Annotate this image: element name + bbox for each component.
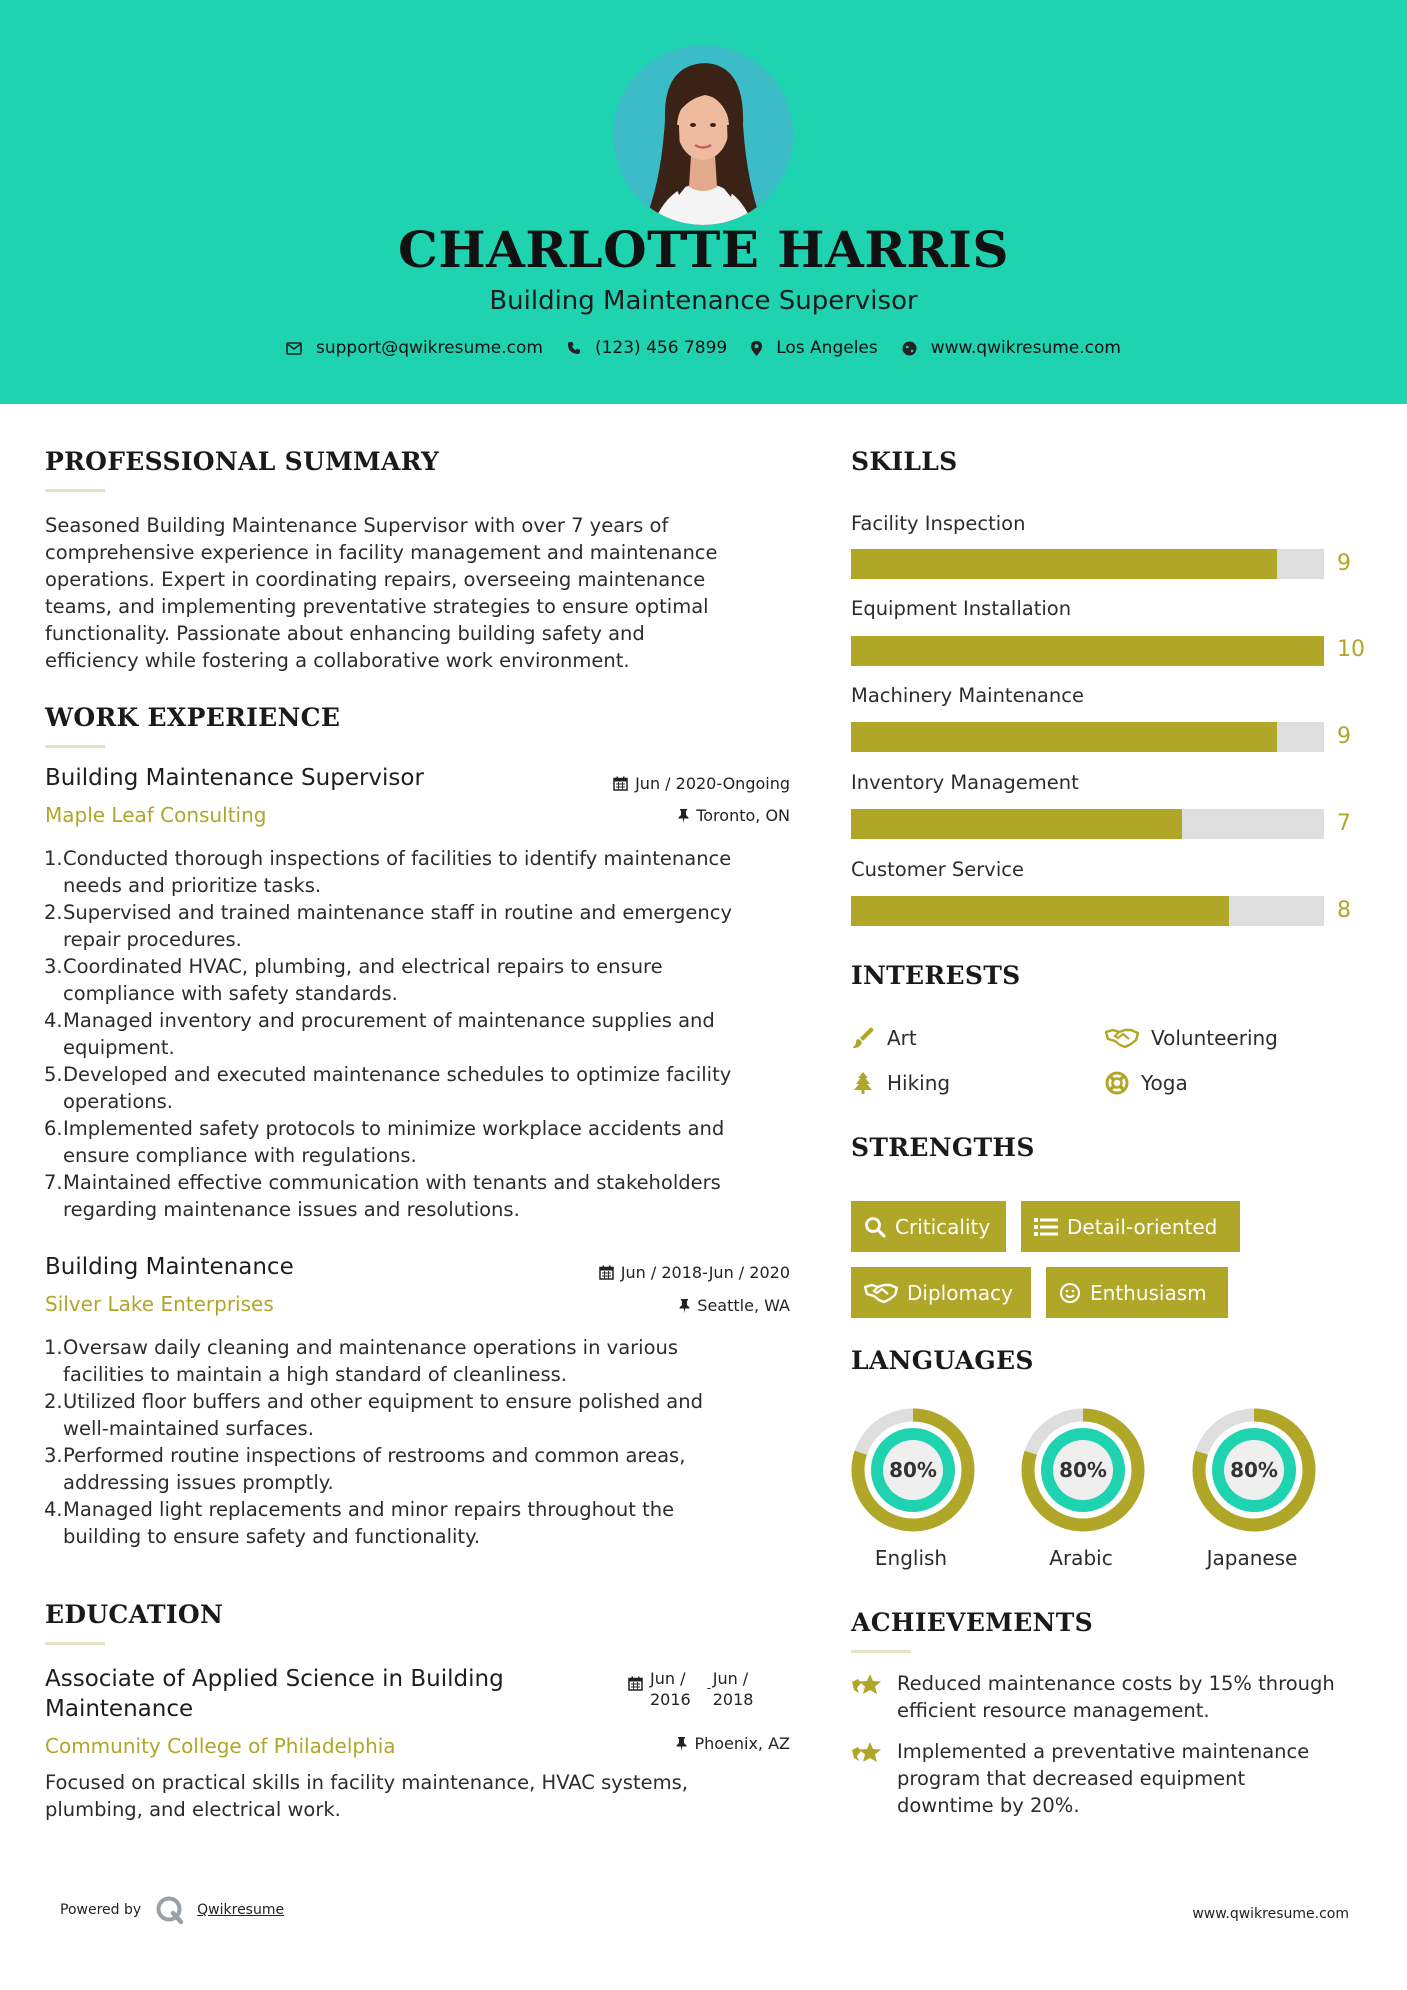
calendar-icon <box>599 1265 614 1280</box>
list-number: 1. <box>44 1336 63 1359</box>
qwikresume-logo-icon <box>155 1895 185 1925</box>
skill-bar-fill <box>851 549 1277 579</box>
achievement-line: Implemented a preventative maintenance <box>897 1740 1310 1763</box>
company-name: Silver Lake Enterprises <box>45 1292 274 1316</box>
education-location-text: Phoenix, AZ <box>694 1734 790 1753</box>
summary-line: comprehensive experience in facility management and maintenance <box>45 541 718 564</box>
skill-value: 7 <box>1337 811 1351 836</box>
header-banner <box>0 0 1407 404</box>
list-number: 1. <box>44 847 63 870</box>
list-line: ensure compliance with regulations. <box>63 1144 417 1167</box>
interest-item <box>1105 1026 1278 1050</box>
job-dates <box>540 1263 790 1282</box>
list-line: needs and prioritize tasks. <box>63 874 322 897</box>
list-item <box>44 1061 804 1115</box>
strength-chip <box>851 1267 1031 1318</box>
education-desc-line: Focused on practical skills in facility maintenance, HVAC systems, <box>45 1771 688 1794</box>
list-item <box>44 1388 804 1442</box>
skill-bar-track <box>851 636 1324 666</box>
language-ring-chart <box>851 1408 975 1532</box>
list-line: facilities to maintain a high standard of cleanliness. <box>63 1363 567 1386</box>
skill-bar-fill <box>851 896 1229 926</box>
experience-heading: WORK EXPERIENCE <box>45 703 341 732</box>
achievement-line: efficient resource management. <box>897 1699 1210 1722</box>
list-item <box>44 1442 804 1496</box>
language-name: Japanese <box>1206 1546 1298 1570</box>
list-line: repair procedures. <box>63 928 242 951</box>
language-ring-chart <box>1021 1408 1145 1532</box>
globe-icon <box>902 341 917 356</box>
list-line: Managed light replacements and minor repairs throughout the <box>63 1498 675 1521</box>
experience-underline <box>45 745 105 748</box>
skill-label: Machinery Maintenance <box>851 684 1084 707</box>
website-text: www.qwikresume.com <box>930 338 1121 358</box>
list-item <box>44 1007 804 1061</box>
summary-line: functionality. Passionate about enhancing building safety and <box>45 622 645 645</box>
list-icon <box>1034 1217 1058 1237</box>
list-number: 4. <box>44 1009 63 1032</box>
list-line: equipment. <box>63 1036 175 1059</box>
job-duties-list <box>44 845 804 1223</box>
strength-chip <box>1046 1267 1228 1318</box>
list-number: 3. <box>44 1444 63 1467</box>
candidate-name: CHARLOTTE HARRIS <box>398 220 1009 279</box>
interest-label: Art <box>887 1026 917 1050</box>
list-item <box>44 1334 804 1388</box>
job-location-text: Toronto, ON <box>696 806 790 825</box>
skill-bar-fill <box>851 722 1277 752</box>
strengths-heading: STRENGTHS <box>851 1133 1035 1162</box>
list-number: 3. <box>44 955 63 978</box>
list-line: well-maintained surfaces. <box>63 1417 314 1440</box>
pushpin-icon <box>678 809 689 823</box>
skill-bar-track <box>851 549 1324 579</box>
interest-label: Volunteering <box>1151 1026 1278 1050</box>
strength-chip <box>1021 1201 1240 1252</box>
list-line: Maintained effective communication with tenants and stakeholders <box>63 1171 721 1194</box>
job-dates-text: Jun / 2018-Jun / 2020 <box>620 1263 790 1282</box>
calendar-icon <box>613 776 628 791</box>
education-dates <box>628 1668 753 1710</box>
contact-location <box>751 338 878 358</box>
skill-value: 10 <box>1337 637 1365 662</box>
date-separator: - <box>706 1681 712 1695</box>
footer-powered-by <box>60 1895 284 1925</box>
qwikresume-link[interactable]: Qwikresume <box>197 1902 285 1918</box>
list-line: Conducted thorough inspections of facilities to identify maintenance <box>63 847 732 870</box>
summary-line: operations. Expert in coordinating repairs, overseeing maintenance <box>45 568 706 591</box>
job-duties-list <box>44 1334 804 1550</box>
list-number: 5. <box>44 1063 63 1086</box>
email-text: support@qwikresume.com <box>316 338 543 358</box>
interest-label: Hiking <box>887 1071 951 1095</box>
language-ring <box>851 1408 975 1536</box>
summary-heading: PROFESSIONAL SUMMARY <box>45 447 440 476</box>
achievement-item <box>851 1670 1335 1724</box>
interests-heading: INTERESTS <box>851 961 1021 990</box>
list-number: 6. <box>44 1117 63 1140</box>
list-line: compliance with safety standards. <box>63 982 398 1005</box>
skill-bar-fill <box>851 809 1182 839</box>
powered-by-text: Powered by <box>60 1902 142 1918</box>
skills-heading: SKILLS <box>851 447 958 476</box>
company-name: Maple Leaf Consulting <box>45 803 267 827</box>
summary-line: teams, and implementing preventative strategies to ensure optimal <box>45 595 709 618</box>
job-dates-text: Jun / 2020-Ongoing <box>635 774 790 793</box>
job-location-text: Seattle, WA <box>697 1296 790 1315</box>
language-percent: 80% <box>889 1458 937 1482</box>
job-location <box>560 1296 790 1315</box>
skill-label: Equipment Installation <box>851 597 1072 620</box>
envelope-icon <box>286 342 302 355</box>
list-item <box>44 1169 804 1223</box>
list-line: Managed inventory and procurement of maintenance supplies and <box>63 1009 715 1032</box>
strength-label: Criticality <box>895 1214 991 1239</box>
list-line: addressing issues promptly. <box>63 1471 334 1494</box>
language-percent: 80% <box>1230 1458 1278 1482</box>
education-location <box>560 1734 790 1753</box>
profile-photo <box>613 45 793 225</box>
list-item <box>44 1115 804 1169</box>
skill-value: 9 <box>1337 724 1351 749</box>
strength-label: Diplomacy <box>907 1280 1014 1305</box>
list-line: building to ensure safety and functionality. <box>63 1525 481 1548</box>
contact-bar <box>0 338 1407 358</box>
language-name: English <box>874 1546 948 1570</box>
list-line: operations. <box>63 1090 173 1113</box>
phone-text: (123) 456 7899 <box>594 338 728 358</box>
achievements-heading: ACHIEVEMENTS <box>851 1608 1093 1637</box>
achievement-line: Reduced maintenance costs by 15% through <box>897 1672 1335 1695</box>
degree-line: Associate of Applied Science in Building <box>45 1666 504 1692</box>
star-badge-icon <box>851 1672 883 1698</box>
education-end-line: 2018 <box>712 1690 754 1709</box>
contact-phone[interactable] <box>567 338 727 358</box>
achievement-text <box>897 1738 1309 1819</box>
skill-label: Inventory Management <box>851 771 1079 794</box>
education-start-line: Jun / <box>650 1669 686 1688</box>
achievement-line: program that decreased equipment <box>897 1767 1246 1790</box>
pushpin-icon <box>676 1737 687 1751</box>
list-item <box>44 1496 804 1550</box>
achievement-line: downtime by 20%. <box>897 1794 1080 1817</box>
list-line: Coordinated HVAC, plumbing, and electrical repairs to ensure <box>63 955 663 978</box>
pushpin-icon <box>679 1299 690 1313</box>
strength-label: Detail-oriented <box>1067 1214 1218 1239</box>
achievement-text <box>897 1670 1335 1724</box>
summary-line: Seasoned Building Maintenance Supervisor with over 7 years of <box>45 514 669 537</box>
list-line: Developed and executed maintenance schedules to optimize facility <box>63 1063 732 1086</box>
job-dates <box>560 774 790 793</box>
tree-icon <box>851 1071 875 1095</box>
achievement-item <box>851 1738 1309 1819</box>
language-name: Arabic <box>1049 1546 1113 1570</box>
skill-bar-track <box>851 896 1324 926</box>
candidate-role: Building Maintenance Supervisor <box>489 286 918 316</box>
language-ring <box>1021 1408 1145 1536</box>
degree-line: Maintenance <box>45 1696 194 1722</box>
phone-icon <box>567 341 581 355</box>
interest-item <box>851 1026 917 1050</box>
list-line: Implemented safety protocols to minimize workplace accidents and <box>63 1117 725 1140</box>
education-heading: EDUCATION <box>45 1600 224 1629</box>
job-location <box>560 806 790 825</box>
list-number: 2. <box>44 901 63 924</box>
skill-value: 8 <box>1337 898 1351 923</box>
skill-bar-fill <box>851 636 1324 666</box>
list-item <box>44 899 804 953</box>
handshake-icon <box>1105 1027 1139 1049</box>
education-underline <box>45 1642 105 1645</box>
summary-line: efficiency while fostering a collaborative work environment. <box>45 649 630 672</box>
contact-email[interactable] <box>286 338 543 358</box>
list-line: Performed routine inspections of restrooms and common areas, <box>63 1444 686 1467</box>
education-end-line: Jun / <box>712 1669 749 1688</box>
skill-value: 9 <box>1337 551 1351 576</box>
summary-text <box>45 512 805 674</box>
location-text: Los Angeles <box>776 338 878 358</box>
skill-label: Facility Inspection <box>851 512 1026 535</box>
list-number: 2. <box>44 1390 63 1413</box>
degree-title <box>45 1664 504 1724</box>
job-title: Building Maintenance Supervisor <box>45 765 424 791</box>
skill-bar-track <box>851 809 1324 839</box>
education-end <box>706 1668 754 1710</box>
avatar <box>613 45 793 225</box>
star-badge-icon <box>851 1740 883 1766</box>
search-icon <box>864 1216 886 1238</box>
achievements-underline <box>851 1650 911 1653</box>
list-item <box>44 845 804 899</box>
education-start <box>650 1668 691 1710</box>
skill-bar-track <box>851 722 1324 752</box>
footer-website[interactable]: www.qwikresume.com <box>1192 1906 1349 1922</box>
list-line: regarding maintenance issues and resolutions. <box>63 1198 520 1221</box>
interest-label: Yoga <box>1141 1071 1188 1095</box>
list-line: Oversaw daily cleaning and maintenance operations in various <box>63 1336 679 1359</box>
languages-heading: LANGUAGES <box>851 1346 1034 1375</box>
paintbrush-icon <box>851 1026 875 1050</box>
education-start-line: 2016 <box>650 1690 691 1709</box>
strength-label: Enthusiasm <box>1090 1280 1207 1305</box>
list-item <box>44 953 804 1007</box>
education-desc-line: plumbing, and electrical work. <box>45 1798 341 1821</box>
handshake-icon <box>864 1282 898 1304</box>
language-ring-chart <box>1192 1408 1316 1532</box>
school-name: Community College of Philadelphia <box>45 1734 396 1758</box>
contact-website[interactable] <box>902 338 1121 358</box>
lifebuoy-icon <box>1105 1071 1129 1095</box>
interest-item <box>1105 1071 1188 1095</box>
list-number: 7. <box>44 1171 63 1194</box>
map-pin-icon <box>751 341 762 356</box>
summary-underline <box>45 489 105 492</box>
job-title: Building Maintenance <box>45 1254 294 1280</box>
language-ring <box>1192 1408 1316 1536</box>
interest-item <box>851 1071 950 1095</box>
education-description <box>45 1769 805 1823</box>
list-number: 4. <box>44 1498 63 1521</box>
list-line: Supervised and trained maintenance staff in routine and emergency <box>63 901 733 924</box>
skill-label: Customer Service <box>851 858 1024 881</box>
strength-chip <box>851 1201 1006 1252</box>
smile-icon <box>1059 1282 1081 1304</box>
list-line: Utilized floor buffers and other equipment to ensure polished and <box>63 1390 703 1413</box>
language-percent: 80% <box>1059 1458 1107 1482</box>
calendar-icon <box>628 1676 643 1691</box>
